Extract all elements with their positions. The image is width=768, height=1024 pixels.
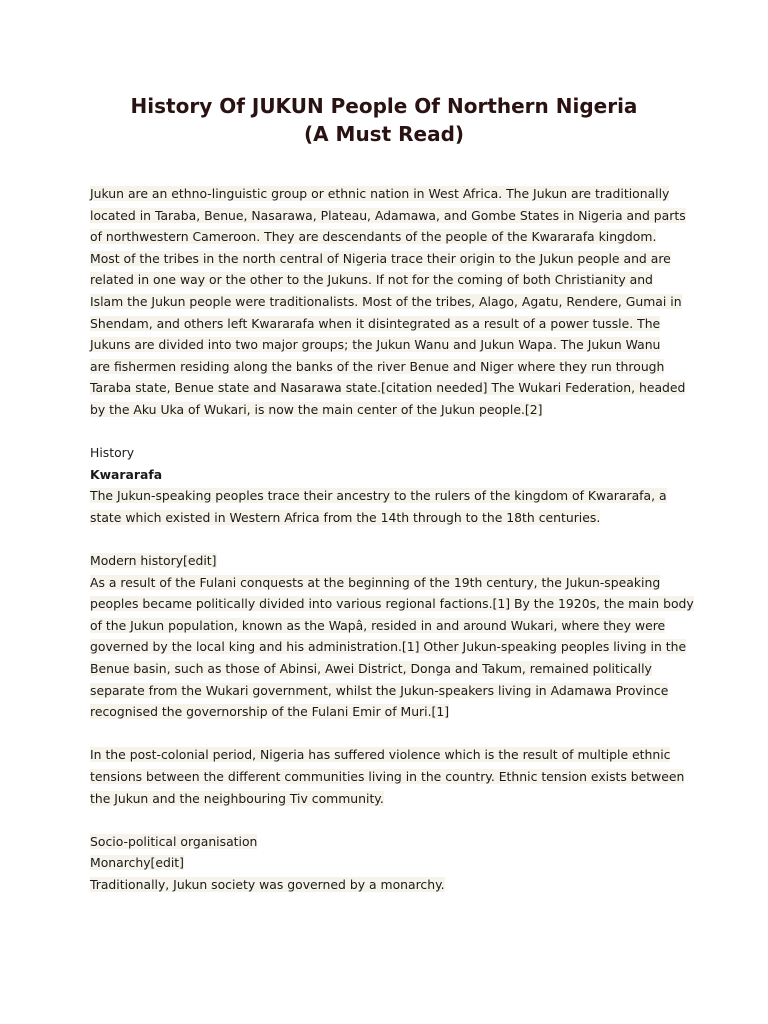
socio-political-section — [90, 831, 690, 896]
page-title-line-2: (A Must Read) — [303, 122, 465, 146]
post-colonial-paragraph — [90, 744, 690, 809]
paragraph-line: Taraba state, Benue state and Nasarawa state.[citation needed] The Wukari Federation, headed — [90, 380, 686, 396]
paragraph-line: Jukun are an ethno-linguistic group or ethnic nation in West Africa. The Jukun are traditionally — [90, 186, 670, 201]
modern-history-section — [90, 550, 694, 723]
paragraph-gap — [90, 809, 690, 831]
paragraph-line: Benue basin, such as those of Abinsi, Awei District, Donga and Takum, remained politically — [90, 661, 652, 677]
paragraph-line: Traditionally, Jukun society was governed by a monarchy. — [90, 877, 445, 892]
paragraph-line: are fishermen residing along the banks of the river Benue and Niger where they run through — [90, 358, 665, 374]
section-heading-modern-history: Modern history[edit] — [90, 553, 217, 569]
paragraph-line: Jukuns are divided into two major groups; the Jukun Wanu and Jukun Wapa. The Jukun Wanu — [90, 337, 661, 353]
article-body — [90, 183, 694, 896]
paragraph-line: located in Taraba, Benue, Nasarawa, Plateau, Adamawa, and Gombe States in Nigeria and parts — [90, 207, 686, 223]
paragraph-line: the Jukun and the neighbouring Tiv community. — [90, 790, 384, 806]
paragraph-line: of the Jukun population, known as the Wapâ, resided in and around Wukari, where they were — [90, 617, 666, 633]
subheading-kwararafa: Kwararafa — [90, 466, 163, 482]
paragraph-gap — [90, 723, 690, 745]
page-title-line-1: History Of JUKUN People Of Northern Nigeria — [130, 94, 638, 118]
section-heading-history: History — [90, 445, 135, 461]
paragraph-line: separate from the Wukari government, whilst the Jukun-speakers living in Adamawa Province — [90, 682, 669, 698]
paragraph-line: governed by the local king and his administration.[1] Other Jukun-speaking peoples living in the — [90, 639, 687, 655]
paragraph-line: tensions between the different communities living in the country. Ethnic tension exists between — [90, 769, 685, 785]
paragraph-line: In the post-colonial period, Nigeria has suffered violence which is the result of multiple ethnic — [90, 747, 671, 763]
paragraph-line: by the Aku Uka of Wukari, is now the main center of the Jukun people.[2] — [90, 401, 543, 417]
paragraph-line: Islam the Jukun people were traditionalists. Most of the tribes, Alago, Agatu, Rendere, Gumai in — [90, 293, 682, 309]
intro-paragraph — [90, 183, 690, 421]
history-section — [90, 442, 690, 528]
paragraph-line: Shendam, and others left Kwararafa when it disintegrated as a result of a power tussle. The — [90, 315, 661, 331]
paragraph-line: recognised the governorship of the Fulani Emir of Muri.[1] — [90, 704, 450, 720]
paragraph-line: Most of the tribes in the north central of Nigeria trace their origin to the Jukun people and are — [90, 250, 671, 266]
paragraph-gap — [90, 529, 690, 551]
paragraph-line: state which existed in Western Africa from the 14th through to the 18th centuries. — [90, 509, 601, 525]
page-title — [0, 92, 768, 148]
subheading-monarchy: Monarchy[edit] — [90, 855, 184, 871]
section-heading-socio-political: Socio-political organisation — [90, 833, 258, 849]
paragraph-line: related in one way or the other to the Jukuns. If not for the coming of both Christianity and — [90, 272, 653, 288]
paragraph-line: peoples became politically divided into various regional factions.[1] By the 1920s, the main body — [90, 596, 694, 612]
paragraph-line: of northwestern Cameroon. They are descendants of the people of the Kwararafa kingdom. — [90, 229, 657, 245]
paragraph-line: As a result of the Fulani conquests at the beginning of the 19th century, the Jukun-speaking — [90, 574, 661, 590]
paragraph-line: The Jukun-speaking peoples trace their ancestry to the rulers of the kingdom of Kwararafa, a — [90, 488, 667, 504]
paragraph-gap — [90, 421, 690, 443]
